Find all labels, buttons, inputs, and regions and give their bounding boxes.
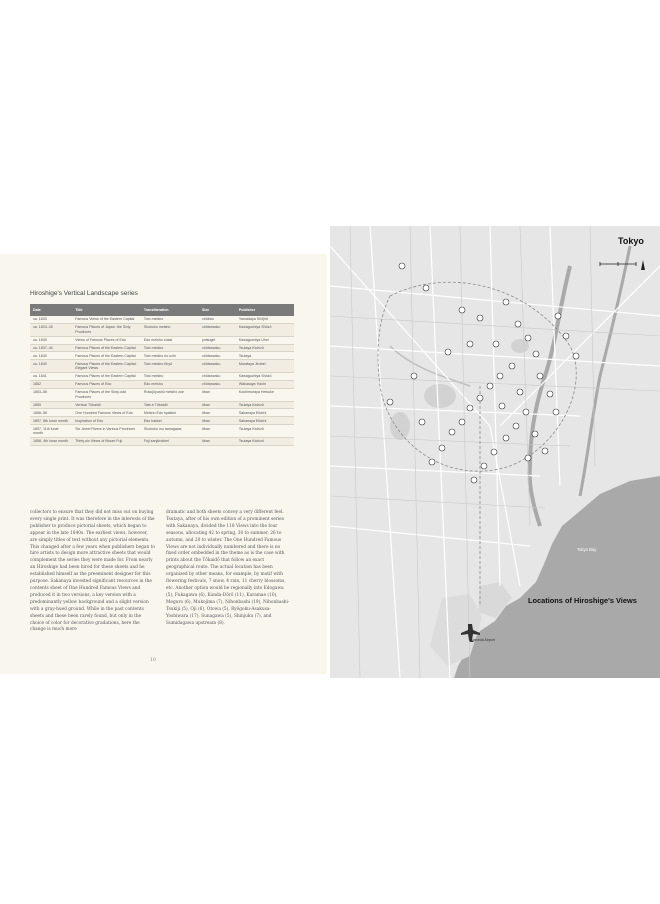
cell-size: yotsugiri <box>199 336 236 344</box>
table-row <box>30 417 294 425</box>
cell-publisher: Wakasaya Yoichi <box>236 380 294 388</box>
view-location-marker <box>467 341 473 347</box>
body-column-right: dramatic and both sheets convey a very different feel. Tsutaya, after of his own edition of a prominent series with Sakanaya, divided the 118 Views into the four seasons, allocating 42 to spring, 30 to summer, 26 to autumn, and 20 to winter. The One Hundred Famous Views are not individually numbered and there is no fixed order embedded in the theme as is the case with prints about the Tōkaidō that follow an exact geographical route. The actual location has been organized by other means, for example, by motif with flowering festivals, 7 snow, 4 rain, 11 cherry blossoms, etc. Another option would be regionally into Edogawa (5), Fukagawa (6), Kanda-Dōrō (11), Kuramae (10), Meguro (6), Mukojima (7), Nihonbashi (19), Nihonbashi-Tsukiji (5), Oji (6), Otowa (5), Ryōgoku-Asakusa-Yoshiwara (17), Sunagawa (5), Shinjuku (7), and Sumidagawa upstream (8). <box>166 510 290 626</box>
cell-transliteration: Fuji sanjūrokkei <box>141 437 199 445</box>
view-location-marker <box>497 373 503 379</box>
map-caption: Locations of Hiroshige's Views <box>528 596 637 605</box>
cell-date: ca. 1837–40 <box>30 344 72 352</box>
view-location-marker <box>513 423 519 429</box>
cell-publisher: Kawaguchiya Shōzō <box>236 323 294 336</box>
table-row <box>30 344 294 352</box>
table-title: Hiroshige's Vertical Landscape series <box>30 290 138 297</box>
cell-transliteration: Edo meisho zukai <box>141 336 199 344</box>
view-location-marker <box>423 285 429 291</box>
cell-publisher: Murataya Jirobei <box>236 360 294 373</box>
cell-transliteration: Toto meisho <box>141 373 199 381</box>
cell-title: Famous Places of the Sixty-odd Provinces <box>72 388 141 401</box>
view-location-marker <box>459 307 465 313</box>
cell-date: 1853–56 <box>30 388 72 401</box>
cell-date: 1855 <box>30 401 72 409</box>
cell-transliteration: Shokoku mu tamagawa <box>141 425 199 438</box>
cell-date: 1857, 11th lunar month <box>30 425 72 438</box>
scale-compass-icon <box>596 248 646 276</box>
cell-title: One Hundred Famous Views of Edo <box>72 409 141 417</box>
view-location-marker <box>459 419 465 425</box>
cell-date: 1858, 4th lunar month <box>30 437 72 445</box>
cell-title: Famous Places of the Eastern Capital <box>72 344 141 352</box>
cell-title: Famous Places of the Eastern Capital <box>72 352 141 360</box>
cell-publisher: Sakanaya Eikichi <box>236 417 294 425</box>
left-page <box>0 254 327 674</box>
park-imperial-palace <box>424 384 456 408</box>
cell-publisher: Kawaguchiya Shōzō <box>236 373 294 381</box>
view-location-marker <box>573 353 579 359</box>
cell-date: ca. 1841 <box>30 373 72 381</box>
airport-label: Haneda Airport <box>471 638 495 642</box>
view-location-marker <box>481 463 487 469</box>
series-table <box>30 304 294 446</box>
cell-title: Famous Places of Edo <box>72 380 141 388</box>
park-meiji <box>390 412 410 440</box>
view-location-marker <box>493 341 499 347</box>
cell-date: 1857, 8th lunar month <box>30 417 72 425</box>
book-spread <box>0 226 660 680</box>
header-title: Title <box>72 304 141 316</box>
body-column-left: collectors to ensure that they did not miss out on buying every single print. It was therefore in the interests of the publisher to produce pictorial sheets, which began to appear in the late 1840s. The earliest views, however, are simply titles of text without any pictorial elements. This changed after a few years when publishers began to hire artists to design more attractive sheets that would complement the series they were made for. From nearly an Hiroshige had been hired for these sheets and he established himself as the preeminent designer for this purpose. Sakanaya invested significant resources in the contents sheet of One Hundred Famous Views and produced it in two versions, a key version with a predominantly yellow background and a slight version with a gray-hued ground. While in the past contents sheets and these been rarely found, but only in the choice of color for decorative gradations, here the change is much more <box>30 510 155 633</box>
page-number: 10 <box>150 658 156 663</box>
cell-title: Vertical Tōkaidō <box>72 401 141 409</box>
cell-date: ca. 1840 <box>30 360 72 373</box>
view-location-marker <box>467 405 473 411</box>
cell-size: chūtanzaku <box>199 380 236 388</box>
view-location-marker <box>487 383 493 389</box>
table-row <box>30 409 294 417</box>
cell-date: ca. 1833–35 <box>30 323 72 336</box>
table-row <box>30 323 294 336</box>
view-location-marker <box>445 349 451 355</box>
table-row <box>30 316 294 323</box>
cell-size: ōban <box>199 437 236 445</box>
view-location-marker <box>509 363 515 369</box>
view-location-marker <box>515 321 521 327</box>
cell-title: Inspiration of Edo <box>72 417 141 425</box>
view-location-marker <box>537 373 543 379</box>
header-transliteration: Transliteration <box>141 304 199 316</box>
cell-publisher: Tsutaya Kichizō <box>236 344 294 352</box>
tokyo-map <box>330 226 660 678</box>
park-ueno <box>511 339 529 353</box>
cell-size: ōban <box>199 388 236 401</box>
header-publisher: Publisher <box>236 304 294 316</box>
view-location-marker <box>399 263 405 269</box>
table-body <box>30 316 294 445</box>
header-size: Size <box>199 304 236 316</box>
table-row <box>30 336 294 344</box>
cell-size: chūban <box>199 316 236 323</box>
cell-transliteration: Rokujūyoshū meisho zue <box>141 388 199 401</box>
view-location-marker <box>387 399 393 405</box>
cell-title: Views of Famous Places of Edo <box>72 336 141 344</box>
view-location-marker <box>523 409 529 415</box>
cell-publisher: Tsutaya Kichizō <box>236 437 294 445</box>
cell-transliteration: Edo hakkei <box>141 417 199 425</box>
cell-size: ōban <box>199 401 236 409</box>
view-location-marker <box>533 351 539 357</box>
cell-publisher: Tsutaya Kichizō <box>236 425 294 438</box>
cell-title: Six Jewel Rivers in Various Provinces <box>72 425 141 438</box>
cell-date: ca. 1835 <box>30 336 72 344</box>
cell-transliteration: Tate-e Tōkaidō <box>141 401 199 409</box>
cell-publisher: Koshimuraya Heisuke <box>236 388 294 401</box>
cell-transliteration: Toto meisho fūryū <box>141 360 199 373</box>
view-location-marker <box>525 455 531 461</box>
cell-title: Famous Places of the Eastern Capital: Elegant Views <box>72 360 141 373</box>
cell-publisher: Sakanaya Eikichi <box>236 409 294 417</box>
cell-date: 1852 <box>30 380 72 388</box>
view-location-marker <box>449 429 455 435</box>
map-page <box>330 226 660 678</box>
cell-transliteration: Toto meisho no uchi <box>141 352 199 360</box>
cell-publisher: Yamadaya Shōjirō <box>236 316 294 323</box>
cell-publisher: Tsutaya <box>236 352 294 360</box>
view-location-marker <box>532 431 538 437</box>
table-row <box>30 437 294 445</box>
cell-size: chūtanzaku <box>199 352 236 360</box>
table-row <box>30 388 294 401</box>
view-location-marker <box>477 395 483 401</box>
view-location-marker <box>525 335 531 341</box>
cell-title: Thirty-six Views of Mount Fuji <box>72 437 141 445</box>
table-row <box>30 373 294 381</box>
cell-date: ca. 1840 <box>30 352 72 360</box>
cell-transliteration: Shokoku meisho <box>141 323 199 336</box>
cell-date: 1856–58 <box>30 409 72 417</box>
view-location-marker <box>477 315 483 321</box>
view-location-marker <box>542 448 548 454</box>
view-location-marker <box>491 449 497 455</box>
view-location-marker <box>517 389 523 395</box>
cell-size: chūtanzaku <box>199 360 236 373</box>
cell-date: ca. 1833 <box>30 316 72 323</box>
view-location-marker <box>429 459 435 465</box>
view-location-marker <box>471 477 477 483</box>
table-row <box>30 425 294 438</box>
view-location-marker <box>419 419 425 425</box>
cell-size: chūtanzaku <box>199 373 236 381</box>
table-row <box>30 380 294 388</box>
view-location-marker <box>563 333 569 339</box>
view-location-marker <box>503 299 509 305</box>
cell-transliteration: Toto meisho <box>141 344 199 352</box>
cell-title: Famous Views of the Eastern Capital <box>72 316 141 323</box>
table-row <box>30 352 294 360</box>
map-title: Tokyo <box>618 236 644 246</box>
cell-size: ōban <box>199 417 236 425</box>
view-location-marker <box>553 409 559 415</box>
view-location-marker <box>499 403 505 409</box>
cell-transliteration: Meisho Edo hyakkei <box>141 409 199 417</box>
view-location-marker <box>411 373 417 379</box>
table-header-row <box>30 304 294 316</box>
cell-size: ōban <box>199 409 236 417</box>
cell-title: Famous Places of the Eastern Capital <box>72 373 141 381</box>
table-row <box>30 360 294 373</box>
cell-publisher: Tsutaya Kichizō <box>236 401 294 409</box>
view-location-marker <box>555 313 561 319</box>
cell-title: Famous Places of Japan: the Sixty Provinces <box>72 323 141 336</box>
bay-label: Tokyo Bay <box>577 547 597 552</box>
cell-transliteration: Toto meisho <box>141 316 199 323</box>
cell-transliteration: Edo meisho <box>141 380 199 388</box>
table-row <box>30 401 294 409</box>
cell-size: chūtanzaku <box>199 344 236 352</box>
view-location-marker <box>439 445 445 451</box>
cell-size: ōban <box>199 425 236 438</box>
view-location-marker <box>503 435 509 441</box>
cell-publisher: Kawaguchiya Uhei <box>236 336 294 344</box>
view-location-marker <box>547 391 553 397</box>
header-date: Date <box>30 304 72 316</box>
cell-size: chūtanzaku <box>199 323 236 336</box>
